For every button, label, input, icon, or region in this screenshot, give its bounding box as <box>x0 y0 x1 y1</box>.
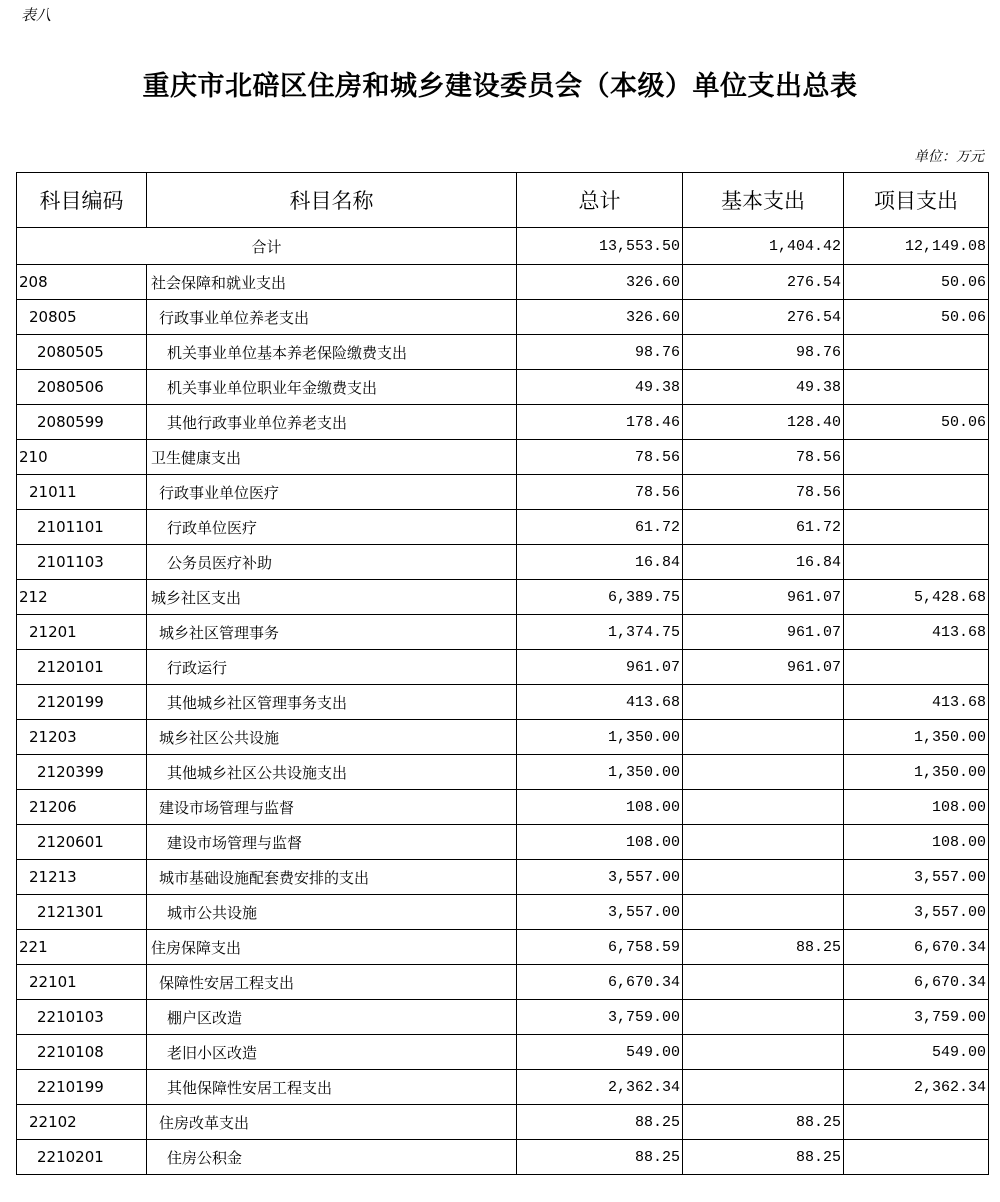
row-name: 机关事业单位职业年金缴费支出 <box>147 370 517 405</box>
row-project <box>844 545 989 580</box>
row-basic: 961.07 <box>683 615 844 650</box>
row-basic <box>683 685 844 720</box>
table-row <box>17 1140 989 1175</box>
row-basic: 98.76 <box>683 335 844 370</box>
table-row <box>17 965 989 1000</box>
row-code: 21201 <box>17 615 147 650</box>
row-code: 2080599 <box>17 405 147 440</box>
row-name: 社会保障和就业支出 <box>147 265 517 300</box>
table-row <box>17 1070 989 1105</box>
row-total: 78.56 <box>517 440 683 475</box>
row-basic <box>683 965 844 1000</box>
header-row <box>17 173 989 228</box>
row-name: 公务员医疗补助 <box>147 545 517 580</box>
row-code: 2210103 <box>17 1000 147 1035</box>
row-code: 22101 <box>17 965 147 1000</box>
row-code: 2210201 <box>17 1140 147 1175</box>
total-row <box>17 228 989 265</box>
row-code: 20805 <box>17 300 147 335</box>
row-total: 1,350.00 <box>517 755 683 790</box>
table-row <box>17 615 989 650</box>
row-name: 城乡社区管理事务 <box>147 615 517 650</box>
row-code: 21206 <box>17 790 147 825</box>
table-row <box>17 1000 989 1035</box>
row-name: 其他行政事业单位养老支出 <box>147 405 517 440</box>
row-total: 413.68 <box>517 685 683 720</box>
row-total: 1,350.00 <box>517 720 683 755</box>
table-row <box>17 1035 989 1070</box>
row-basic: 49.38 <box>683 370 844 405</box>
row-code: 2121301 <box>17 895 147 930</box>
table-number: 表八 <box>21 6 52 24</box>
table-row <box>17 895 989 930</box>
row-code: 2101101 <box>17 510 147 545</box>
row-total: 61.72 <box>517 510 683 545</box>
row-code: 208 <box>17 265 147 300</box>
row-project: 3,759.00 <box>844 1000 989 1035</box>
row-basic: 88.25 <box>683 1140 844 1175</box>
table-row <box>17 860 989 895</box>
row-code: 2210199 <box>17 1070 147 1105</box>
row-total: 98.76 <box>517 335 683 370</box>
table-row <box>17 650 989 685</box>
table-row <box>17 405 989 440</box>
table-row <box>17 1105 989 1140</box>
row-project <box>844 370 989 405</box>
row-total: 326.60 <box>517 300 683 335</box>
table-row <box>17 580 989 615</box>
row-name: 城乡社区公共设施 <box>147 720 517 755</box>
row-code: 2080506 <box>17 370 147 405</box>
header-code: 科目编码 <box>17 173 147 228</box>
row-name: 住房改革支出 <box>147 1105 517 1140</box>
row-total: 961.07 <box>517 650 683 685</box>
header-basic: 基本支出 <box>683 173 844 228</box>
row-total: 49.38 <box>517 370 683 405</box>
row-name: 行政事业单位养老支出 <box>147 300 517 335</box>
table-row <box>17 265 989 300</box>
row-basic <box>683 1035 844 1070</box>
row-code: 2120101 <box>17 650 147 685</box>
header-project: 项目支出 <box>844 173 989 228</box>
table-row <box>17 790 989 825</box>
row-total: 178.46 <box>517 405 683 440</box>
row-project: 50.06 <box>844 265 989 300</box>
row-total: 88.25 <box>517 1140 683 1175</box>
row-basic <box>683 895 844 930</box>
row-basic: 961.07 <box>683 650 844 685</box>
row-total: 326.60 <box>517 265 683 300</box>
row-name: 建设市场管理与监督 <box>147 790 517 825</box>
row-code: 221 <box>17 930 147 965</box>
table-row <box>17 475 989 510</box>
row-project <box>844 1140 989 1175</box>
table-row <box>17 685 989 720</box>
table-row <box>17 510 989 545</box>
row-basic <box>683 825 844 860</box>
row-code: 212 <box>17 580 147 615</box>
row-code: 21203 <box>17 720 147 755</box>
row-code: 2210108 <box>17 1035 147 1070</box>
row-project: 3,557.00 <box>844 895 989 930</box>
row-project: 3,557.00 <box>844 860 989 895</box>
row-code: 210 <box>17 440 147 475</box>
row-basic: 276.54 <box>683 300 844 335</box>
row-project <box>844 475 989 510</box>
row-project: 50.06 <box>844 405 989 440</box>
row-name: 住房保障支出 <box>147 930 517 965</box>
row-name: 棚户区改造 <box>147 1000 517 1035</box>
header-name: 科目名称 <box>147 173 517 228</box>
table-row <box>17 440 989 475</box>
row-code: 2120199 <box>17 685 147 720</box>
row-total: 2,362.34 <box>517 1070 683 1105</box>
row-total: 549.00 <box>517 1035 683 1070</box>
row-name: 机关事业单位基本养老保险缴费支出 <box>147 335 517 370</box>
row-name: 其他城乡社区管理事务支出 <box>147 685 517 720</box>
row-total: 3,557.00 <box>517 860 683 895</box>
row-name: 其他城乡社区公共设施支出 <box>147 755 517 790</box>
row-project: 413.68 <box>844 685 989 720</box>
row-total: 88.25 <box>517 1105 683 1140</box>
row-basic <box>683 755 844 790</box>
row-basic: 88.25 <box>683 930 844 965</box>
row-project <box>844 1105 989 1140</box>
row-name: 保障性安居工程支出 <box>147 965 517 1000</box>
row-project: 108.00 <box>844 790 989 825</box>
row-basic: 61.72 <box>683 510 844 545</box>
row-project: 6,670.34 <box>844 965 989 1000</box>
row-total: 108.00 <box>517 790 683 825</box>
row-project: 549.00 <box>844 1035 989 1070</box>
row-total: 6,670.34 <box>517 965 683 1000</box>
total-project: 12,149.08 <box>844 228 989 265</box>
table-row <box>17 370 989 405</box>
table-row <box>17 930 989 965</box>
total-basic: 1,404.42 <box>683 228 844 265</box>
row-code: 2120399 <box>17 755 147 790</box>
row-total: 108.00 <box>517 825 683 860</box>
row-project: 50.06 <box>844 300 989 335</box>
row-code: 2080505 <box>17 335 147 370</box>
row-name: 行政单位医疗 <box>147 510 517 545</box>
row-total: 3,557.00 <box>517 895 683 930</box>
row-project: 1,350.00 <box>844 720 989 755</box>
row-project <box>844 440 989 475</box>
row-basic <box>683 860 844 895</box>
table-row <box>17 825 989 860</box>
row-total: 3,759.00 <box>517 1000 683 1035</box>
row-project: 5,428.68 <box>844 580 989 615</box>
row-total: 6,758.59 <box>517 930 683 965</box>
row-basic: 128.40 <box>683 405 844 440</box>
row-name: 老旧小区改造 <box>147 1035 517 1070</box>
page-title: 重庆市北碚区住房和城乡建设委员会（本级）单位支出总表 <box>142 71 858 102</box>
row-name: 卫生健康支出 <box>147 440 517 475</box>
table-row <box>17 545 989 580</box>
row-code: 21213 <box>17 860 147 895</box>
table-row <box>17 335 989 370</box>
row-code: 2101103 <box>17 545 147 580</box>
row-name: 城市基础设施配套费安排的支出 <box>147 860 517 895</box>
row-code: 2120601 <box>17 825 147 860</box>
row-project: 413.68 <box>844 615 989 650</box>
total-label: 合计 <box>17 228 517 265</box>
row-basic <box>683 720 844 755</box>
row-name: 建设市场管理与监督 <box>147 825 517 860</box>
row-name: 住房公积金 <box>147 1140 517 1175</box>
table-row <box>17 720 989 755</box>
row-total: 16.84 <box>517 545 683 580</box>
row-project: 6,670.34 <box>844 930 989 965</box>
row-basic: 276.54 <box>683 265 844 300</box>
header-total: 总计 <box>517 173 683 228</box>
row-basic: 78.56 <box>683 440 844 475</box>
table-row <box>17 300 989 335</box>
row-basic <box>683 790 844 825</box>
row-total: 78.56 <box>517 475 683 510</box>
row-project: 2,362.34 <box>844 1070 989 1105</box>
expenditure-table <box>16 172 989 1175</box>
row-basic: 16.84 <box>683 545 844 580</box>
row-name: 行政运行 <box>147 650 517 685</box>
row-basic: 961.07 <box>683 580 844 615</box>
unit-label: 单位：万元 <box>914 149 984 165</box>
row-name: 城乡社区支出 <box>147 580 517 615</box>
row-total: 1,374.75 <box>517 615 683 650</box>
row-name: 行政事业单位医疗 <box>147 475 517 510</box>
row-project: 108.00 <box>844 825 989 860</box>
row-project <box>844 510 989 545</box>
row-basic: 78.56 <box>683 475 844 510</box>
row-name: 其他保障性安居工程支出 <box>147 1070 517 1105</box>
table-row <box>17 755 989 790</box>
row-code: 22102 <box>17 1105 147 1140</box>
row-basic <box>683 1000 844 1035</box>
row-basic: 88.25 <box>683 1105 844 1140</box>
row-project: 1,350.00 <box>844 755 989 790</box>
total-sum: 13,553.50 <box>517 228 683 265</box>
row-project <box>844 650 989 685</box>
row-total: 6,389.75 <box>517 580 683 615</box>
row-basic <box>683 1070 844 1105</box>
row-project <box>844 335 989 370</box>
row-code: 21011 <box>17 475 147 510</box>
row-name: 城市公共设施 <box>147 895 517 930</box>
